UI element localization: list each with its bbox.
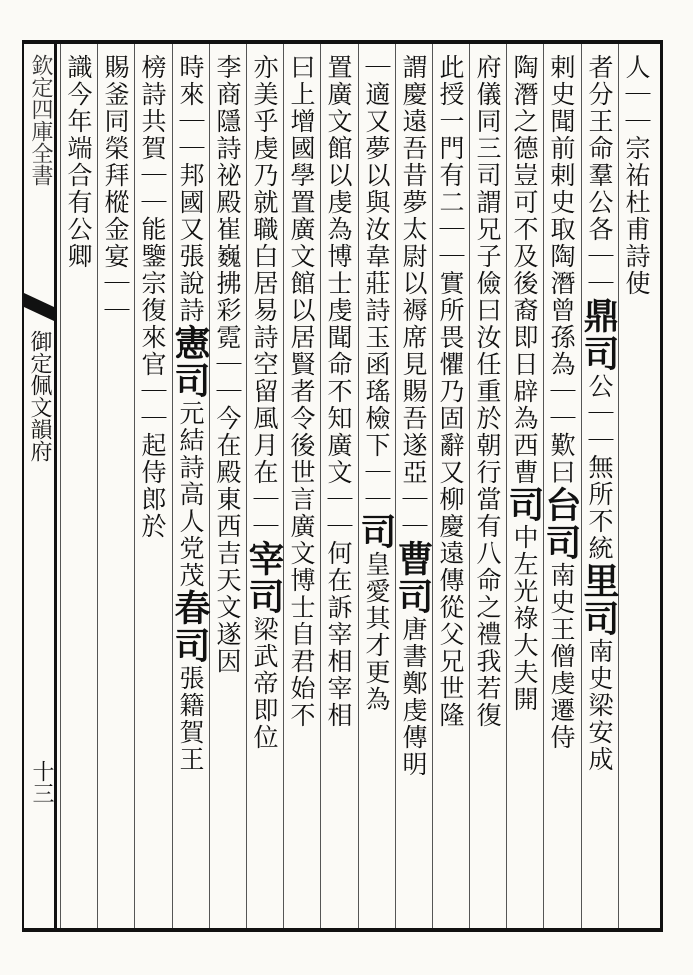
entry-heading: 司: [503, 486, 545, 524]
entry-heading: 春司: [169, 589, 211, 665]
entry-heading: 憲司: [169, 324, 211, 400]
column-text: 府儀同三司謂兄子儉曰汝任重於朝行當有八命之禮我若復: [473, 54, 502, 729]
text-column: [324, 54, 355, 729]
top-border: [22, 40, 662, 44]
column-text: 人: [622, 54, 651, 81]
column-text: 置廣文館以虔為博士虔聞命不知廣文｜｜何在訴宰相宰相: [324, 54, 353, 729]
entry-heading: 宰司: [243, 540, 285, 616]
text-column: [169, 54, 211, 773]
column-text: 時來｜｜邦國又張說詩: [176, 54, 205, 324]
text-column: [355, 54, 397, 713]
entry-heading: 台司: [540, 486, 582, 562]
column-text: 榜詩共賀｜｜能鑒: [138, 54, 167, 270]
column-text: 李商隱詩祕殿崔巍拂彩霓｜｜今在殿東西: [213, 54, 242, 540]
column-text: 南史梁安成: [585, 638, 614, 773]
margin-header: 欽定四庫全書: [28, 54, 53, 186]
text-column: [473, 54, 504, 729]
column-text: 元結詩高人党茂: [176, 400, 205, 589]
column-text: 識今年端合有公卿: [64, 54, 93, 270]
column-text: 陶潛之德豈可不及後裔即日辟為西曹: [510, 54, 539, 486]
column-text: 唐書鄭虔傳明: [399, 616, 428, 778]
column-text: 者分王命羣公各｜｜: [585, 54, 614, 297]
column-text: 剌史聞前剌史取陶潛曾孫為｜｜: [547, 54, 576, 432]
fish-tail-mark: [24, 293, 54, 321]
column-text: 宗復來官｜｜: [138, 270, 167, 432]
column-text: 曰上增國學置廣文館以居賢者令後世言廣文博士自君始不: [287, 54, 316, 729]
text-column: [213, 54, 244, 675]
bottom-border: [22, 928, 662, 932]
text-column: [436, 54, 467, 729]
text-column: [578, 54, 620, 773]
column-text: 梁武帝即位: [250, 616, 279, 751]
column-text: 歎曰: [547, 432, 576, 486]
book-title: 御定佩文韻府: [27, 330, 52, 462]
column-text: 張籍賀王: [176, 665, 205, 773]
column-text: 皇愛其才更為: [362, 551, 391, 713]
entry-heading: 里司: [578, 562, 620, 638]
column-text: ｜適又夢以與汝韋莊詩玉函瑤檢下｜｜: [362, 54, 391, 513]
text-column: [64, 54, 95, 270]
column-text: ｜｜宗祐杜甫詩使: [622, 81, 651, 297]
text-column: [101, 54, 132, 324]
entry-heading: 鼎司: [578, 297, 620, 373]
text-column: [503, 54, 545, 713]
right-border: [660, 40, 663, 932]
text-column: [243, 54, 285, 751]
column-text: 起侍郎於: [138, 432, 167, 540]
text-column: [287, 54, 318, 729]
column-text: 賜釜同榮拜樅金宴｜｜: [101, 54, 130, 324]
column-text: 亦美乎虔乃就職白居易詩空留風月在｜｜: [250, 54, 279, 540]
page-number: 十三: [29, 760, 54, 804]
column-text: 公｜｜無所不統: [585, 373, 614, 562]
text-column: [622, 54, 653, 297]
column-text: 吉天文遂因: [213, 540, 242, 675]
left-border: [22, 40, 24, 932]
text-column: [392, 54, 434, 778]
text-column: [138, 54, 169, 540]
column-text: 中左光祿大夫開: [510, 524, 539, 713]
entry-heading: 曹司: [392, 540, 434, 616]
column-text: 謂慶遠吾昔夢太尉以褥席見賜吾遂亞｜｜: [399, 54, 428, 540]
column-text: 此授一門有二｜｜實所畏懼乃固辭又柳慶遠傳從父兄世隆: [436, 54, 465, 729]
entry-heading: 司: [355, 513, 397, 551]
text-column: [540, 54, 582, 751]
column-text: 南史王僧虔遷侍: [547, 562, 576, 751]
